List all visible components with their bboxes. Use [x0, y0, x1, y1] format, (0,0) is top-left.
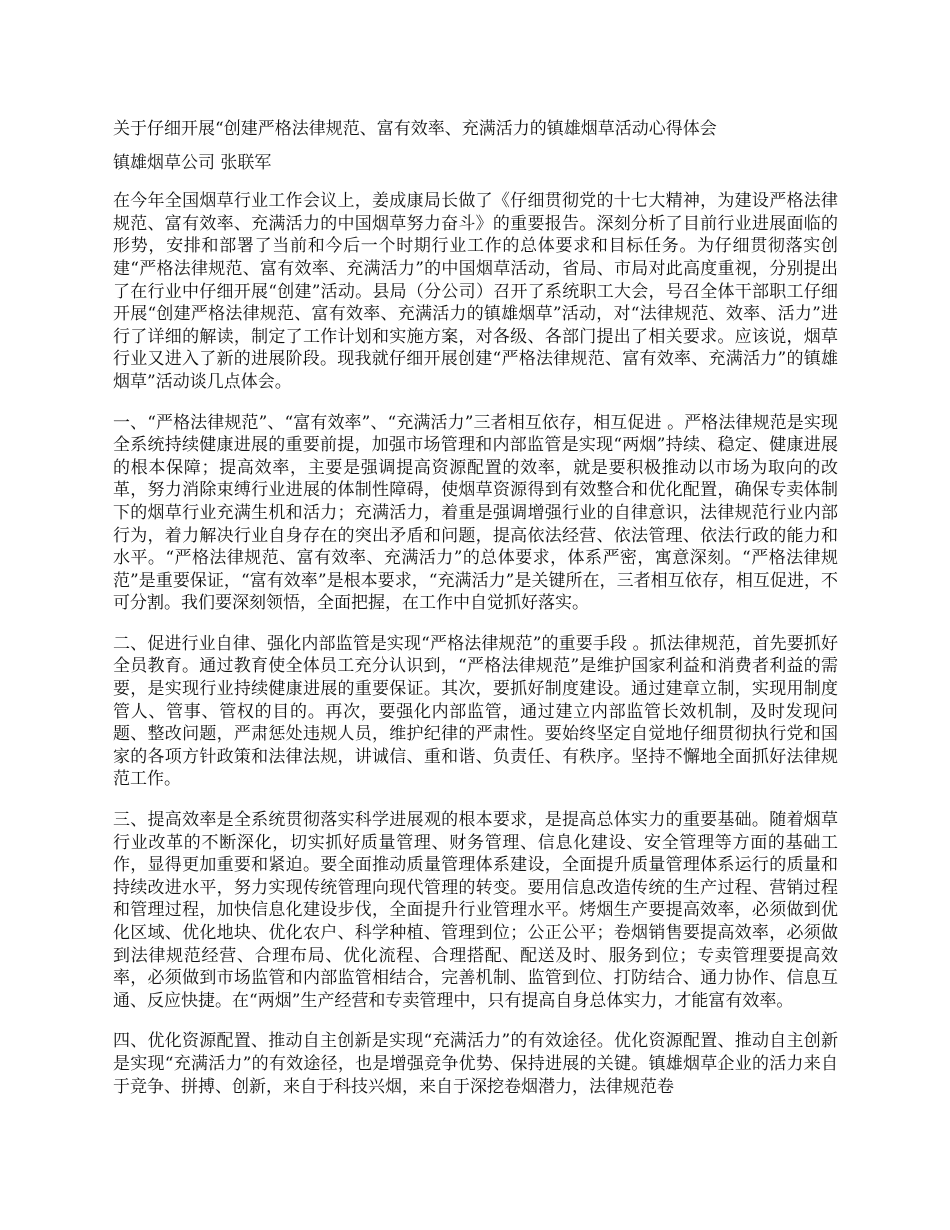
document-page — [113, 118, 838, 1116]
paragraph-intro: 在今年全国烟草行业工作会议上，姜成康局长做了《仔细贯彻党的十七大精神，为建设严格法律规范、富有效率、充满活力的中国烟草努力奋斗》的重要报告。深刻分析了目前行业进展面临的形势，安排和部署了当前和今后一个时期行业工作的总体要求和目标任务。为仔细贯彻落实创建“严格法律规范、富有效率、充满活力”的中国烟草活动，省局、市局对此高度重视，分别提出了在行业中仔细开展“创建”活动。县局（分公司）召开了系统职工大会，号召全体干部职工仔细开展“创建严格法律规范、富有效率、充满活力的镇雄烟草”活动，对“法律规范、效率、活力”进行了详细的解读，制定了工作计划和实施方案，对各级、各部门提出了相关要求。应该说，烟草行业又进入了新的进展阶段。现我就仔细开展创建“严格法律规范、富有效率、充满活力”的镇雄烟草”活动谈几点体会。 — [113, 191, 838, 392]
paragraph-section-1: 一、“严格法律规范”、“富有效率”、“充满活力”三者相互依存，相互促进 。严格法律规范是实现全系统持续健康进展的重要前提，加强市场管理和内部监管是实现“两烟”持续、稳定、健康进展的根本保障；提高效率，主要是强调提高资源配置的效率，就是要积极推动以市场为取向的改革，努力消除束缚行业进展的体制性障碍，使烟草资源得到有效整合和优化配置，确保专卖体制下的烟草行业充满生机和活力；充满活力，着重是强调增强行业的自律意识，法律规范行业内部行为，着力解决行业自身存在的突出矛盾和问题，提高依法经营、依法管理、依法行政的能力和水平。“严格法律规范、富有效率、充满活力”的总体要求，体系严密，寓意深刻。“严格法律规范”是重要保证，“富有效率”是根本要求，“充满活力”是关键所在，三者相互依存，相互促进，不可分割。我们要深刻领悟，全面把握，在工作中自觉抓好落实。 — [113, 412, 838, 614]
paragraph-section-2: 二、促进行业自律、强化内部监管是实现“严格法律规范”的重要手段 。抓法律规范，首先要抓好全员教育。通过教育使全体员工充分认识到，“严格法律规范”是维护国家利益和消费者利益的需要，是实现行业持续健康进展的重要保证。其次，要抓好制度建设。通过建章立制，实现用制度管人、管事、管权的目的。再次，要强化内部监管，通过建立内部监管长效机制，及时发现问题、整改问题，严肃惩处违规人员，维护纪律的严肃性。要始终坚定自觉地仔细贯彻执行党和国家的各项方针政策和法律法规，讲诚信、重和谐、负责任、有秩序。坚持不懈地全面抓好法律规范工作。 — [113, 633, 838, 790]
paragraph-section-3: 三、提高效率是全系统贯彻落实科学进展观的根本要求，是提高总体实力的重要基础。随着烟草行业改革的不断深化，切实抓好质量管理、财务管理、信息化建设、安全管理等方面的基础工作，显得更加重要和紧迫。要全面推动质量管理体系建设，全面提升质量管理体系运行的质量和持续改进水平，努力实现传统管理向现代管理的转变。要用信息改造传统的生产过程、营销过程和管理过程，加快信息化建设步伐，全面提升行业管理水平。烤烟生产要提高效率，必须做到优化区域、优化地块、优化农户、科学种植、管理到位；公正公平；卷烟销售要提高效率，必须做到法律规范经营、合理布局、优化流程、合理搭配、配送及时、服务到位；专卖管理要提高效率，必须做到市场监管和内部监管相结合，完善机制、监管到位、打防结合、通力协作、信息互通、反应快捷。在“两烟”生产经营和专卖管理中，只有提高自身总体实力，才能富有效率。 — [113, 810, 838, 1011]
document-title: 关于仔细开展“创建严格法律规范、富有效率、充满活力的镇雄烟草活动心得体会 — [113, 119, 717, 139]
paragraph-section-4: 四、优化资源配置、推动自主创新是实现“充满活力”的有效途径。优化资源配置、推动自主创新是实现“充满活力”的有效途径，也是增强竞争优势、保持进展的关键。镇雄烟草企业的活力来自于竞争、拼搏、创新，来自于科技兴烟，来自于深挖卷烟潜力，法律规范卷 — [113, 1031, 838, 1097]
document-author: 镇雄烟草公司 张联军 — [113, 152, 272, 173]
